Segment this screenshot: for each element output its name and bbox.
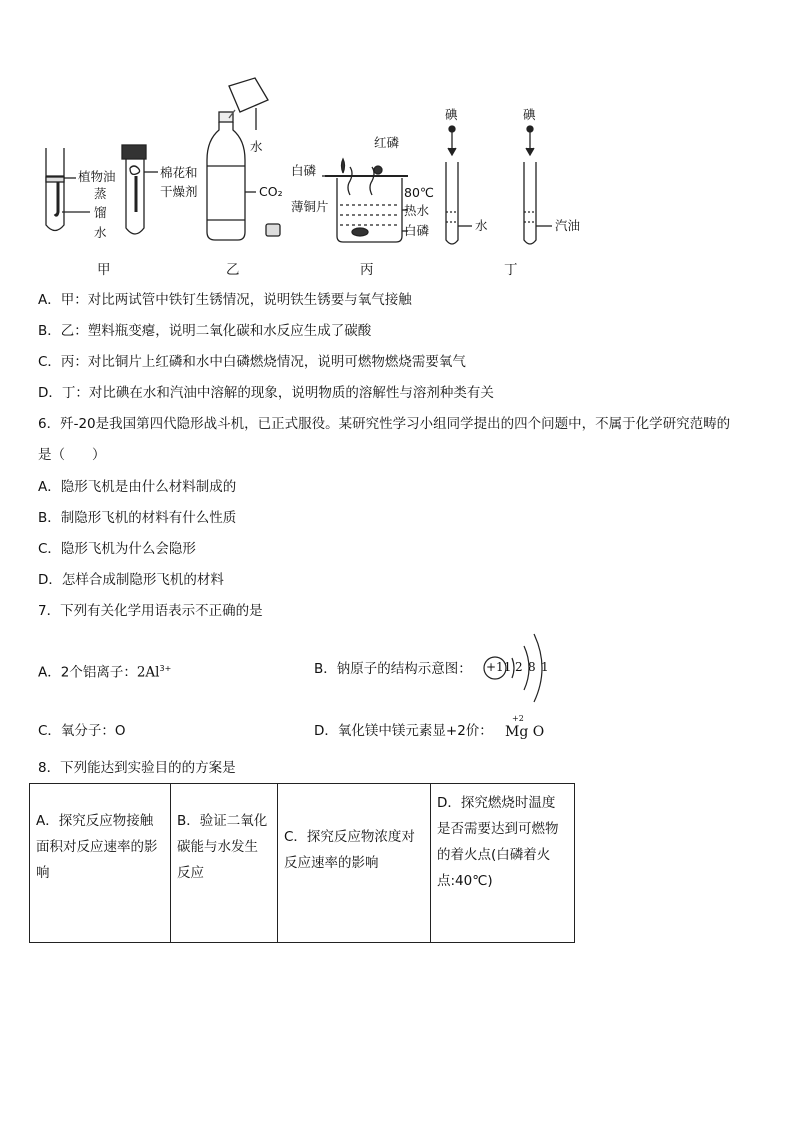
beaker-copper — [322, 159, 408, 242]
q7-option-a-label: A．2个铝离子： — [38, 664, 137, 681]
q7-option-a-charge: 3+ — [159, 664, 172, 673]
q5-option-b: B．乙：塑料瓶变瘪，说明二氧化碳和水反应生成了碳酸 — [38, 323, 372, 339]
mgo-o: O — [532, 724, 545, 740]
q5-option-d: D．丁：对比碘在水和汽油中溶解的现象，说明物质的溶解性与溶剂种类有关 — [38, 385, 494, 401]
q6-option-a: A．隐形飞机是由什么材料制成的 — [38, 479, 237, 495]
label-cotton: 棉花和 — [160, 165, 198, 180]
test-tube-iodine-gasoline — [524, 126, 552, 244]
plastic-bottle — [207, 78, 280, 240]
q6-option-b: B．制隐形飞机的材料有什么性质 — [38, 510, 237, 526]
q8-stem: 8．下列能达到实验目的的方案是 — [38, 760, 236, 776]
q8-cell-c: C．探究反应物浓度对反应速率的影响 — [278, 784, 431, 943]
mgo-formula — [505, 724, 544, 740]
label-gasoline: 汽油 — [555, 218, 581, 233]
sodium-shell-2: 8 — [528, 660, 536, 674]
mgo-valence: +2 — [512, 714, 524, 723]
label-distilled-3: 水 — [94, 225, 107, 240]
q6-stem-line2: 是（ ） — [38, 447, 106, 463]
label-distilled-2: 馏 — [94, 205, 107, 220]
table-row — [30, 784, 575, 943]
q5-option-c: C．丙：对比铜片上红磷和水中白磷燃烧情况，说明可燃物燃烧需要氧气 — [38, 354, 466, 370]
label-copper-sheet: 薄铜片 — [291, 199, 329, 214]
test-tube-dry — [122, 145, 158, 234]
label-iodine-2: 碘 — [523, 107, 536, 122]
label-iodine-1: 碘 — [445, 107, 458, 122]
q5-option-a: A．甲：对比两试管中铁钉生锈情况，说明铁生锈要与氧气接触 — [38, 292, 412, 308]
sodium-shell-1: 2 — [515, 660, 523, 674]
q6-option-c: C．隐形飞机为什么会隐形 — [38, 541, 196, 557]
q8-cell-b: B．验证二氧化碳能与水发生反应 — [171, 784, 278, 943]
label-white-phosphorus-water: 白磷 — [404, 223, 430, 238]
q7-option-c: C．氧分子：O — [38, 723, 126, 739]
q6-option-d: D．怎样合成制隐形飞机的材料 — [38, 572, 224, 588]
label-80c: 80℃ — [404, 185, 434, 200]
test-tube-iodine-water — [446, 126, 472, 244]
caption-ding: 丁 — [504, 262, 518, 278]
label-hot-water: 热水 — [404, 203, 430, 218]
label-desiccant: 干燥剂 — [160, 184, 198, 199]
sodium-nucleus-label: +11 — [486, 660, 512, 674]
test-tube-oil-water — [46, 148, 90, 231]
q7-stem: 7．下列有关化学用语表示不正确的是 — [38, 603, 263, 619]
caption-jia: 甲 — [97, 262, 111, 278]
label-water-ding: 水 — [475, 218, 488, 233]
caption-bing: 丙 — [360, 262, 374, 278]
label-co2: CO₂ — [259, 184, 283, 199]
q7-option-b: B．钠原子的结构示意图： — [314, 661, 472, 677]
q7-option-d: D．氧化镁中镁元素显+2价： — [314, 723, 493, 739]
q6-stem-line1: 6．歼-20是我国第四代隐形战斗机，已正式服役。某研究性学习小组同学提出的四个问题中，不属于化学研究范畴的 — [38, 416, 731, 432]
label-red-phosphorus: 红磷 — [374, 135, 400, 150]
q8-cell-a: A．探究反应物接触面积对反应速率的影响 — [30, 784, 171, 943]
q8-options-table — [29, 783, 575, 943]
label-plant-oil: 植物油 — [78, 169, 116, 184]
label-distilled-1: 蒸 — [94, 186, 107, 201]
label-water-yi: 水 — [250, 139, 263, 154]
q7-option-a — [38, 660, 171, 682]
label-white-phosphorus: 白磷 — [291, 163, 317, 178]
sodium-shell-3: 1 — [541, 660, 549, 674]
mgo-mg: Mg — [505, 724, 529, 740]
q7-option-a-formula: 2Al — [136, 664, 160, 681]
caption-yi: 乙 — [226, 262, 240, 278]
q8-cell-d: D．探究燃烧时温度是否需要达到可燃物的着火点(白磷着火点:40℃) — [431, 784, 575, 943]
